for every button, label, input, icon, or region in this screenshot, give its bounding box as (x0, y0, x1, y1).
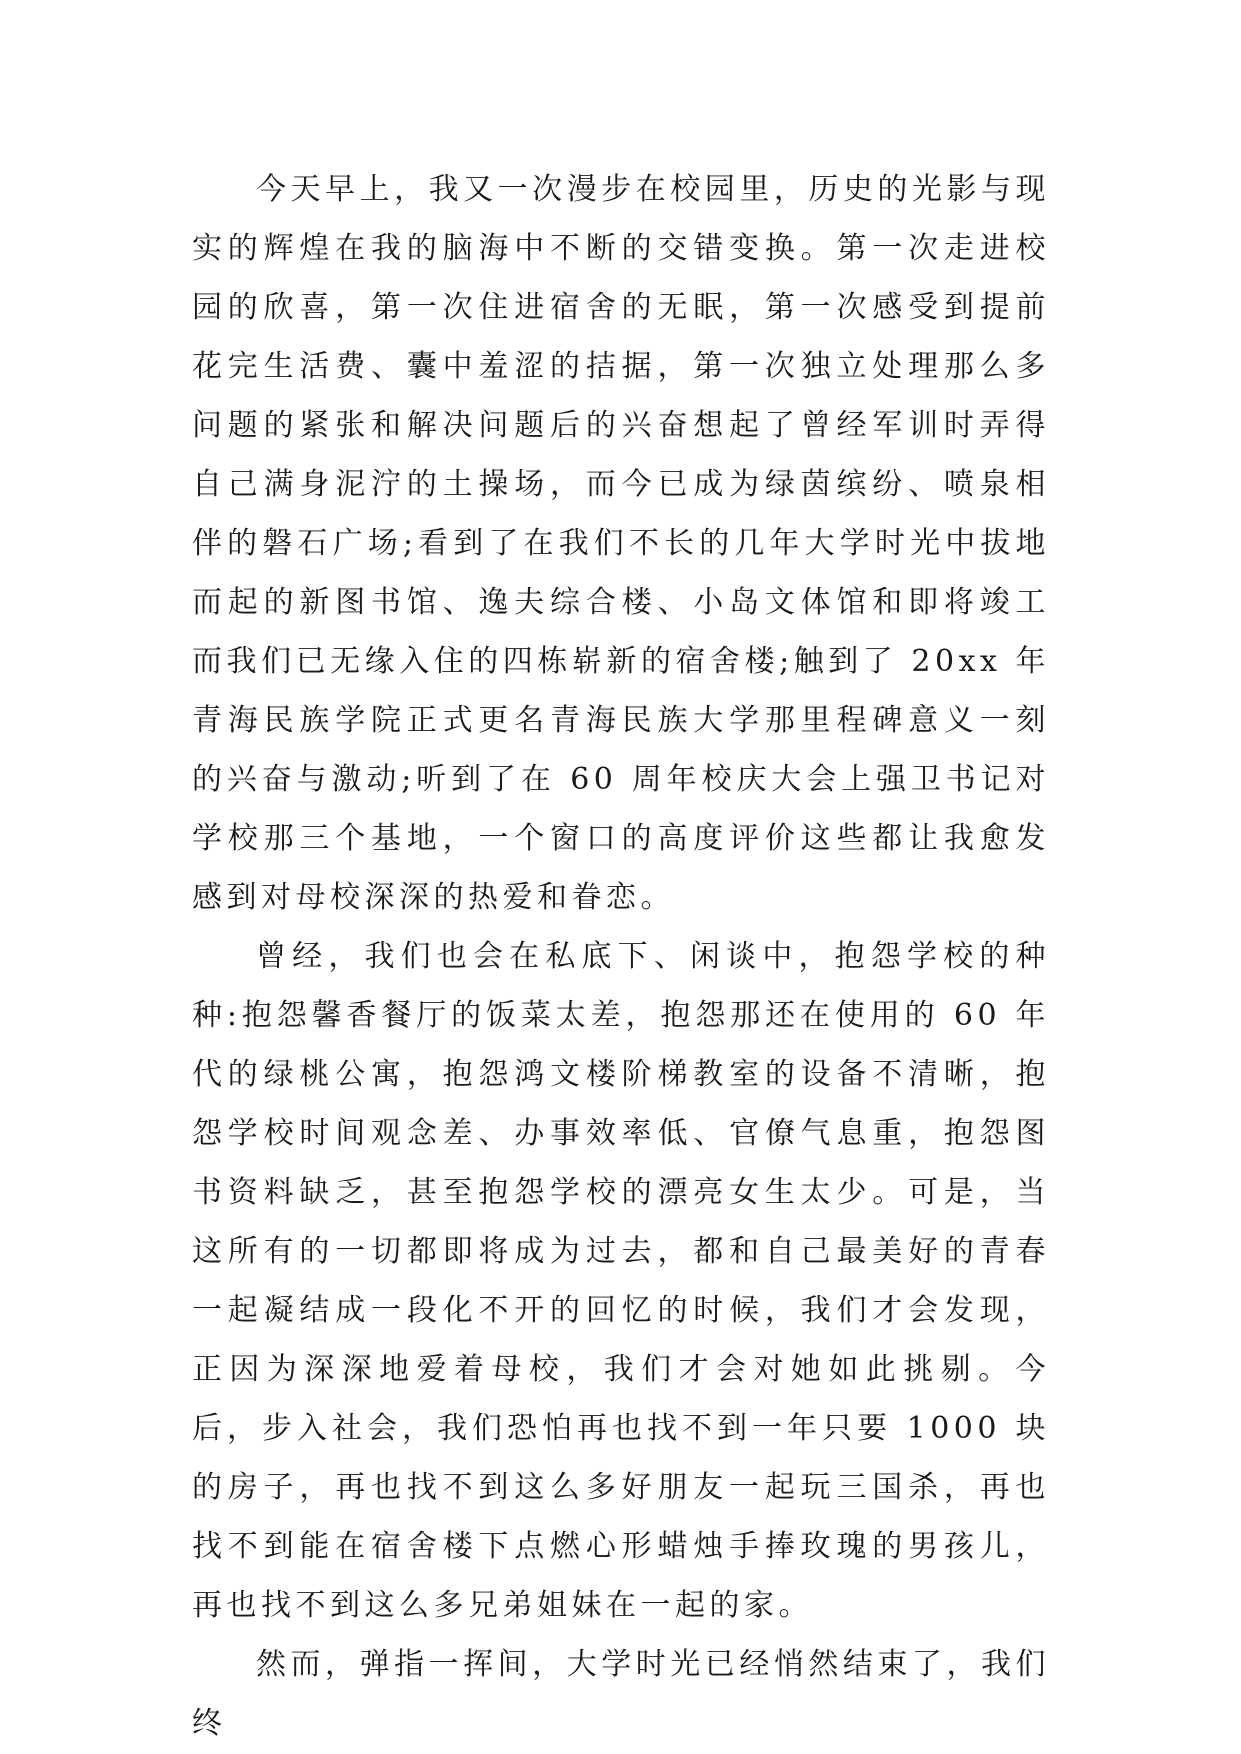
paragraph-1: 今天早上，我又一次漫步在校园里，历史的光影与现实的辉煌在我的脑海中不断的交错变换。第一次走进校园的欣喜，第一次住进宿舍的无眠，第一次感受到提前花完生活费、囊中羞涩的拮据，第一次独立处理那么多问题的紧张和解决问题后的兴奋想起了曾经军训时弄得自己满身泥泞的土操场，而今已成为绿茵缤纷、喷泉相伴的磐石广场;看到了在我们不长的几年大学时光中拔地而起的新图书馆、逸夫综合楼、小岛文体馆和即将竣工而我们已无缘入住的四栋崭新的宿舍楼;触到了 20xx 年青海民族学院正式更名青海民族大学那里程碑意义一刻的兴奋与激动;听到了在 60 周年校庆大会上强卫书记对学校那三个基地，一个窗口的高度评价这些都让我愈发感到对母校深深的热爱和眷恋。 (192, 172, 1050, 915)
document-body (192, 160, 1050, 1753)
paragraph-3: 然而，弹指一挥间，大学时光已经悄然结束了，我们终 (192, 1647, 1050, 1741)
paragraph-2: 曾经，我们也会在私底下、闲谈中，抱怨学校的种种:抱怨馨香餐厅的饭菜太差，抱怨那还在使用的 60 年代的绿桃公寓，抱怨鸿文楼阶梯教室的设备不清晰，抱怨学校时间观念差、办事效率低、官僚气息重，抱怨图书资料缺乏，甚至抱怨学校的漂亮女生太少。可是，当这所有的一切都即将成为过去，都和自己最美好的青春一起凝结成一段化不开的回忆的时候，我们才会发现，正因为深深地爱着母校，我们才会对她如此挑剔。今后，步入社会，我们恐怕再也找不到一年只要 1000 块的房子，再也找不到这么多好朋友一起玩三国杀，再也找不到能在宿舍楼下点燃心形蜡烛手捧玫瑰的男孩儿，再也找不到这么多兄弟姐妹在一起的家。 (192, 939, 1050, 1623)
